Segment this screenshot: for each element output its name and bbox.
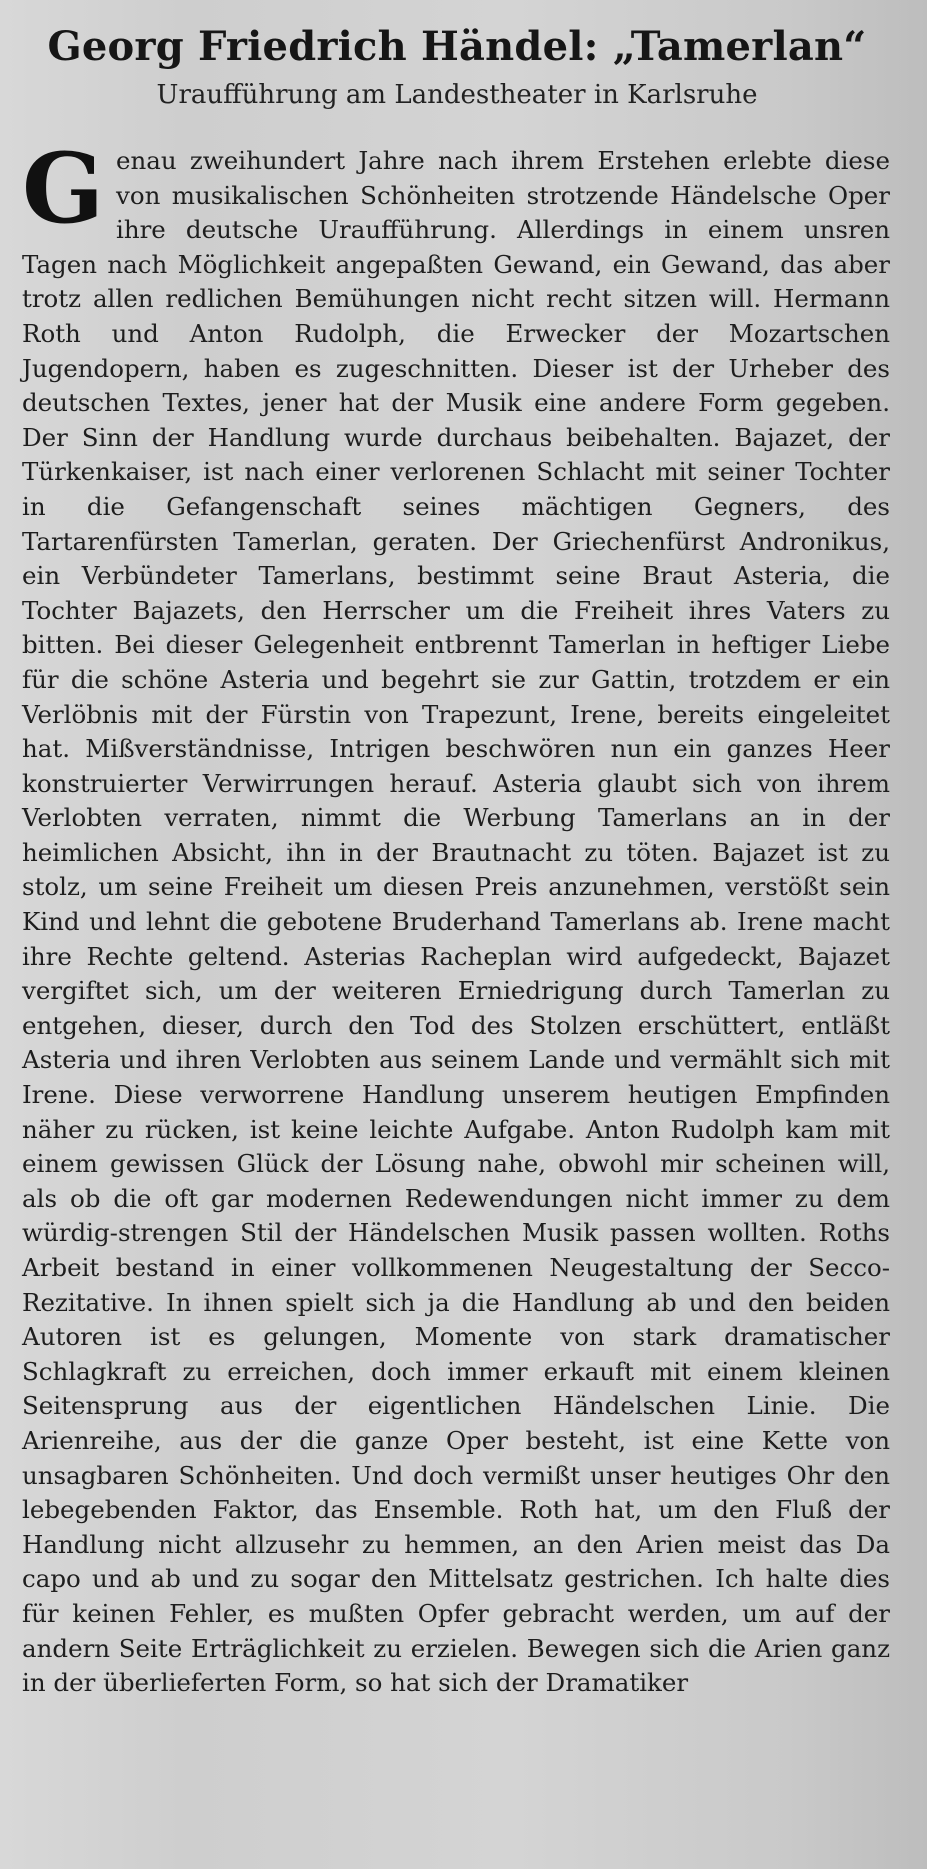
drop-cap: G	[22, 132, 104, 245]
article-page	[22, 20, 892, 1850]
article-title: Georg Friedrich Händel: „Tamerlan“	[47, 23, 867, 70]
article-subtitle: Uraufführung am Landestheater in Karlsruhe	[156, 80, 758, 110]
article-body-text: enau zweihundert Jahre nach ihrem Erstehen erlebte diese von musikalischen Schönheiten strotzende Händelsche Oper ihre deutsche Uraufführung. Allerdings in einem unsren Tagen nach Möglichkeit angepaßten Gewand, ein Gewand, das aber trotz allen redlichen Bemühungen nicht recht sitzen will. Hermann Roth und Anton Rudolph, die Erwecker der Mozartschen Jugendopern, haben es zugeschnitten. Dieser ist der Urheber des deutschen Textes, jener hat der Musik eine andere Form gegeben. Der Sinn der Handlung wurde durchaus beibehalten. Bajazet, der Türkenkaiser, ist nach einer verlorenen Schlacht mit seiner Tochter in die Gefangenschaft seines mächtigen Gegners, des Tartarenfürsten Tamerlan, geraten. Der Griechenfürst Andronikus, ein Verbündeter Tamerlans, bestimmt seine Braut Asteria, die Tochter Bajazets, den Herrscher um die Freiheit ihres Vaters zu bitten. Bei dieser Gelegenheit entbrennt Tamerlan in heftiger Liebe für die schöne Asteria und begehrt sie zur Gattin, trotzdem er ein Verlöbnis mit der Fürstin von Trapezunt, Irene, bereits eingeleitet hat. Mißverständnisse, Intrigen beschwören nun ein ganzes Heer konstruierter Verwirrungen herauf. Asteria glaubt sich von ihrem Verlobten verraten, nimmt die Werbung Tamerlans an in der heimlichen Absicht, ihn in der Brautnacht zu töten. Bajazet ist zu stolz, um seine Freiheit um diesen Preis anzunehmen, verstößt sein Kind und lehnt die gebotene Bruderhand Tamerlans ab. Irene macht ihre Rechte geltend. Asterias Racheplan wird aufgedeckt, Bajazet vergiftet sich, um der weiteren Erniedrigung durch Tamerlan zu entgehen, dieser, durch den Tod des Stolzen erschüttert, entläßt Asteria und ihren Verlobten aus seinem Lande und vermählt sich mit Irene. Diese verworrene Handlung unserem heutigen Empfinden näher zu rücken, ist keine leichte Aufgabe. Anton Rudolph kam mit einem gewissen Glück der Lösung nahe, obwohl mir scheinen will, als ob die oft gar modernen Redewendungen nicht immer zu dem würdig-strengen Stil der Händelschen Musik passen wollten. Roths Arbeit bestand in einer vollkommenen Neugestaltung der Secco-Rezitative. In ihnen spielt sich ja die Handlung ab und den beiden Autoren ist es gelungen, Momente von stark dramatischer Schlagkraft zu erreichen, doch immer erkauft mit einem kleinen Seitensprung aus der eigentlichen Händelschen Linie. Die Arienreihe, aus der die ganze Oper besteht, ist eine Kette von unsagbaren Schönheiten. Und doch vermißt unser heutiges Ohr den lebegebenden Faktor, das Ensemble. Roth hat, um den Fluß der Handlung nicht allzusehr zu hemmen, an den Arien meist das Da capo und ab und zu sogar den Mittelsatz gestrichen. Ich halte dies für keinen Fehler, es mußten Opfer gebracht werden, um auf der andern Seite Erträglichkeit zu erzielen. Bewegen sich die Arien ganz in der überlieferten Form, so hat sich der Dramatiker	[22, 146, 890, 1698]
article-body	[22, 132, 890, 1701]
